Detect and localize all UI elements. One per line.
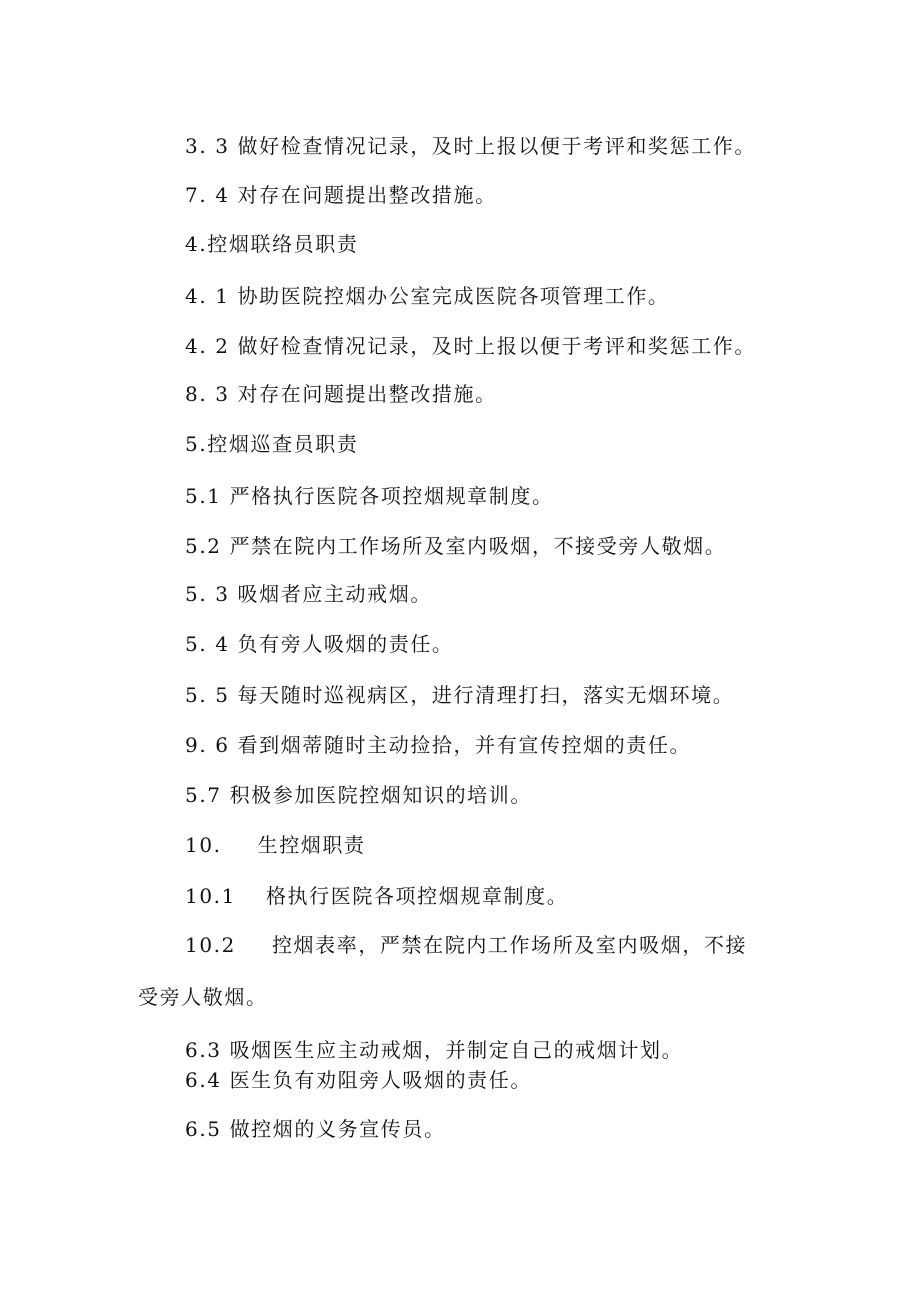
paragraph-line: 5. 3 吸烟者应主动戒烟。 [185, 582, 432, 606]
paragraph-line: 6.5 做控烟的义务宣传员。 [185, 1117, 446, 1141]
paragraph-line: 4. 1 协助医院控烟办公室完成医院各项管理工作。 [185, 284, 670, 308]
paragraph-line: 5. 4 负有旁人吸烟的责任。 [185, 632, 454, 656]
paragraph-line [185, 884, 568, 908]
paragraph-line [185, 933, 747, 957]
paragraph-line: 6.3 吸烟医生应主动戒烟，并制定自己的戒烟计划。 [185, 1038, 684, 1062]
paragraph-line: 7. 4 对存在问题提出整改措施。 [185, 183, 497, 207]
section-heading: 5.控烟巡查员职责 [185, 432, 359, 456]
paragraph-continuation: 受旁人敬烟。 [138, 985, 268, 1009]
item-text: 生控烟职责 [257, 833, 366, 857]
section-heading: 4.控烟联络员职责 [185, 232, 359, 256]
paragraph-line: 8. 3 对存在问题提出整改措施。 [185, 382, 497, 406]
item-number: 10.1 [185, 884, 236, 908]
item-number: 10. [185, 833, 222, 857]
section-heading [185, 833, 366, 857]
paragraph-line: 9. 6 看到烟蒂随时主动捡拾，并有宣传控烟的责任。 [185, 733, 692, 757]
paragraph-line: 5.1 严格执行医院各项控烟规章制度。 [185, 484, 554, 508]
paragraph-line: 5.2 严禁在院内工作场所及室内吸烟，不接受旁人敬烟。 [185, 534, 727, 558]
paragraph-line: 5. 5 每天随时巡视病区，进行清理打扫，落实无烟环境。 [185, 683, 735, 707]
paragraph-line: 6.4 医生负有劝阻旁人吸烟的责任。 [185, 1068, 532, 1092]
item-number: 10.2 [185, 933, 236, 957]
paragraph-line: 5.7 积极参加医院控烟知识的培训。 [185, 783, 532, 807]
item-text: 格执行医院各项控烟规章制度。 [265, 884, 569, 908]
paragraph-line: 3. 3 做好检查情况记录，及时上报以便于考评和奖惩工作。 [185, 134, 756, 158]
paragraph-line: 4. 2 做好检查情况记录，及时上报以便于考评和奖惩工作。 [185, 334, 756, 358]
item-text: 控烟表率，严禁在院内工作场所及室内吸烟，不接 [271, 933, 748, 957]
